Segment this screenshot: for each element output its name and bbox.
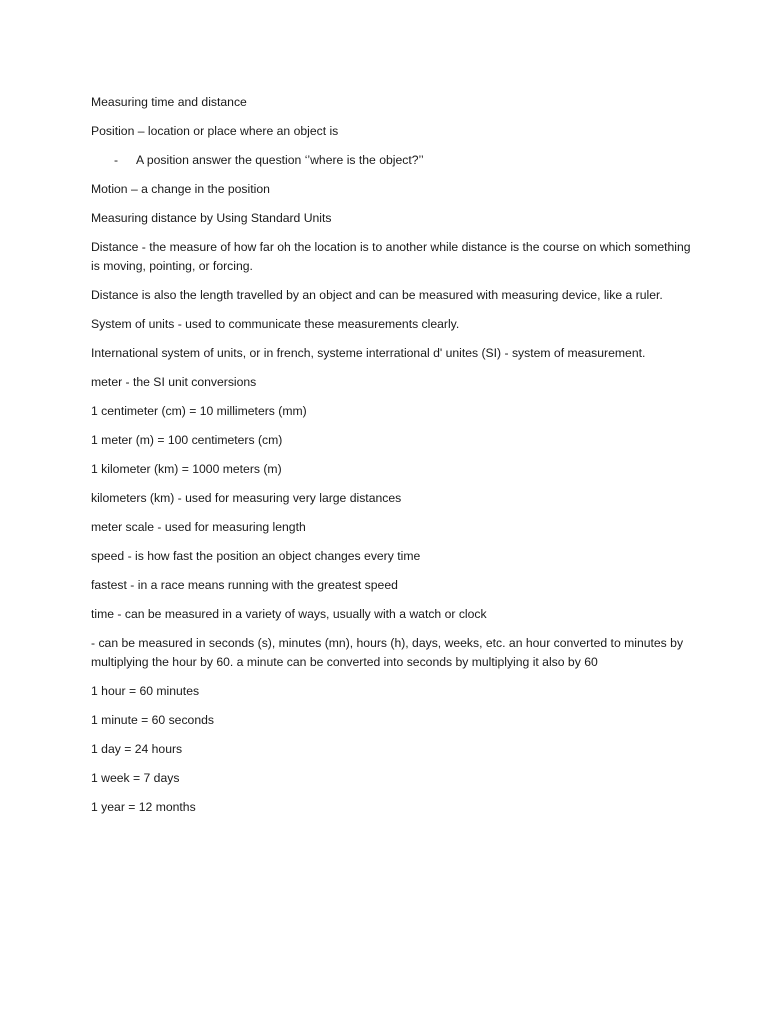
position-bullet xyxy=(91,151,691,170)
section-heading-distance: Measuring distance by Using Standard Units xyxy=(91,211,332,225)
conversion-year: 1 year = 12 months xyxy=(91,800,196,814)
bullet-marker: - xyxy=(114,153,119,167)
conversion-kilometer: 1 kilometer (km) = 1000 meters (m) xyxy=(91,462,282,476)
time-definition: time - can be measured in a variety of ways, usually with a watch or clock xyxy=(91,607,487,621)
motion-definition: Motion – a change in the position xyxy=(91,182,270,196)
conversion-hour: 1 hour = 60 minutes xyxy=(91,684,200,698)
kilometer-use: kilometers (km) - used for measuring very large distances xyxy=(91,491,402,505)
bullet-text: A position answer the question ‘’where is the object?’’ xyxy=(136,153,424,167)
conversion-meter: 1 meter (m) = 100 centimeters (cm) xyxy=(91,433,283,447)
meter-scale-definition: meter scale - used for measuring length xyxy=(91,520,306,534)
time-units-paragraph: - can be measured in seconds (s), minutes (mn), hours (h), days, weeks, etc. an hour converted to minutes by multiplying the hour by 60. a minute can be converted into seconds by multiplying it also by 60 xyxy=(91,636,684,669)
conversion-centimeter: 1 centimeter (cm) = 10 millimeters (mm) xyxy=(91,404,307,418)
system-of-units-definition: System of units - used to communicate these measurements clearly. xyxy=(91,317,460,331)
document-title: Measuring time and distance xyxy=(91,95,247,109)
document-page xyxy=(91,93,691,827)
meter-definition: meter - the SI unit conversions xyxy=(91,375,257,389)
speed-definition: speed - is how fast the position an object changes every time xyxy=(91,549,421,563)
si-definition: International system of units, or in french, systeme interrational d' unites (SI) - system of measurement. xyxy=(91,346,646,360)
conversion-minute: 1 minute = 60 seconds xyxy=(91,713,214,727)
position-definition: Position – location or place where an object is xyxy=(91,124,339,138)
distance-definition: Distance - the measure of how far oh the location is to another while distance is the course on which something is moving, pointing, or forcing. xyxy=(91,240,691,273)
conversion-day: 1 day = 24 hours xyxy=(91,742,183,756)
distance-length-paragraph: Distance is also the length travelled by an object and can be measured with measuring device, like a ruler. xyxy=(91,288,663,302)
fastest-definition: fastest - in a race means running with the greatest speed xyxy=(91,578,398,592)
conversion-week: 1 week = 7 days xyxy=(91,771,180,785)
